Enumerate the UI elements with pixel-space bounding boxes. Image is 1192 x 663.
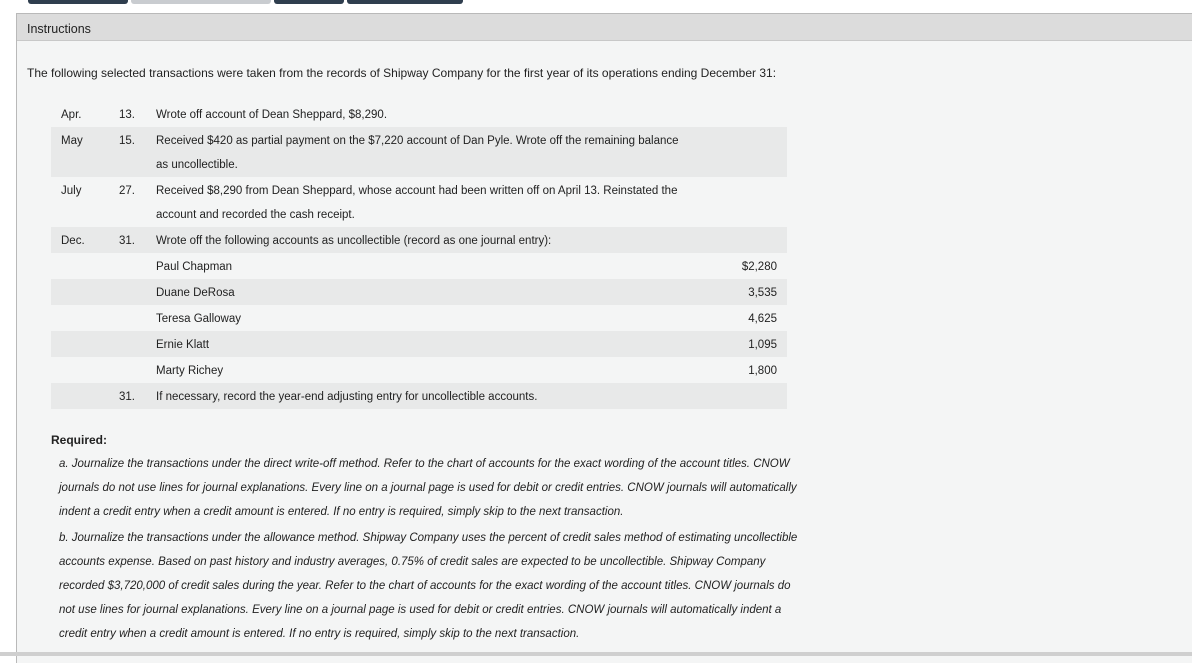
requirement-b (59, 526, 849, 646)
transaction-row (51, 177, 787, 227)
transaction-row (51, 331, 787, 357)
transaction-description: If necessary, record the year-end adjusting entry for uncollectible accounts. (156, 391, 538, 403)
instructions-header (17, 14, 1192, 41)
transaction-description: Received $8,290 from Dean Sheppard, whose account had been written off on April 13. Reinstated the (156, 185, 678, 197)
tab-3[interactable] (274, 0, 344, 4)
instructions-panel (16, 13, 1192, 663)
required-heading: Required: (51, 433, 108, 447)
requirement-a-line: indent a credit entry when a credit amount is entered. If no entry is required, simply skip to the next transaction. (59, 506, 624, 518)
transaction-amount: 1,800 (748, 365, 777, 377)
requirement-b-line: not use lines for journal explanations. Every line on a journal page is used for debit or credit entries. CNOW journals will automatically indent a (59, 604, 782, 616)
transaction-amount: $2,280 (741, 261, 777, 273)
instructions-title: Instructions (27, 22, 91, 36)
transaction-row (51, 227, 787, 253)
requirement-b-line: credit entry when a credit amount is entered. If no entry is required, simply skip to the next transaction. (59, 628, 580, 640)
transaction-description: Wrote off the following accounts as uncollectible (record as one journal entry): (156, 235, 552, 247)
transaction-amount: 1,095 (748, 339, 777, 351)
tab-strip (0, 0, 1192, 5)
transaction-description: Teresa Galloway (156, 313, 242, 325)
transaction-day: 31. (119, 235, 135, 247)
transaction-description: Ernie Klatt (156, 339, 210, 351)
transaction-row (51, 127, 787, 177)
transaction-day: 31. (119, 391, 135, 403)
transaction-row (51, 357, 787, 383)
intro-text: The following selected transactions were taken from the records of Shipway Company for the first year of its operations ending December 31: (27, 66, 777, 80)
requirement-a (59, 452, 849, 524)
tab-1[interactable] (28, 0, 128, 4)
transaction-month: May (61, 135, 83, 147)
transaction-row (51, 383, 787, 409)
transaction-day: 27. (119, 185, 135, 197)
bottom-scrollbar-track (0, 652, 1192, 656)
transaction-row (51, 101, 787, 127)
transaction-amount: 4,625 (748, 313, 777, 325)
transaction-month: Apr. (61, 109, 82, 121)
transaction-description: Wrote off account of Dean Sheppard, $8,290. (156, 109, 388, 121)
transaction-month: July (61, 185, 82, 197)
requirement-b-line: accounts expense. Based on past history and industry averages, 0.75% of credit sales are expected to be uncollectible. Shipway Company (59, 556, 766, 568)
transaction-description: Duane DeRosa (156, 287, 235, 299)
transaction-description-continued: account and recorded the cash receipt. (156, 209, 355, 221)
transactions-table (51, 101, 787, 409)
transaction-description-continued: as uncollectible. (156, 159, 238, 171)
tab-2-active[interactable] (131, 0, 271, 4)
transaction-description: Marty Richey (156, 365, 224, 377)
transaction-description: Paul Chapman (156, 261, 233, 273)
transaction-amount: 3,535 (748, 287, 777, 299)
transaction-day: 13. (119, 109, 135, 121)
requirement-b-line: b. Journalize the transactions under the allowance method. Shipway Company uses the percent of credit sales method of estimating uncollectible (59, 532, 798, 544)
transaction-description: Received $420 as partial payment on the $7,220 account of Dan Pyle. Wrote off the remaining balance (156, 135, 679, 147)
requirement-a-line: journals do not use lines for journal explanations. Every line on a journal page is used for debit or credit entries. CNOW journals will automatically (59, 482, 797, 494)
transaction-day: 15. (119, 135, 135, 147)
tab-4[interactable] (347, 0, 463, 4)
transaction-row (51, 305, 787, 331)
transaction-row (51, 253, 787, 279)
requirement-a-line: a. Journalize the transactions under the direct write-off method. Refer to the chart of accounts for the exact wording of the account titles. CNOW (59, 458, 790, 470)
transaction-month: Dec. (61, 235, 85, 247)
requirement-b-line: recorded $3,720,000 of credit sales during the year. Refer to the chart of accounts for the exact wording of the account titles. CNOW journals do (59, 580, 791, 592)
transaction-row (51, 279, 787, 305)
